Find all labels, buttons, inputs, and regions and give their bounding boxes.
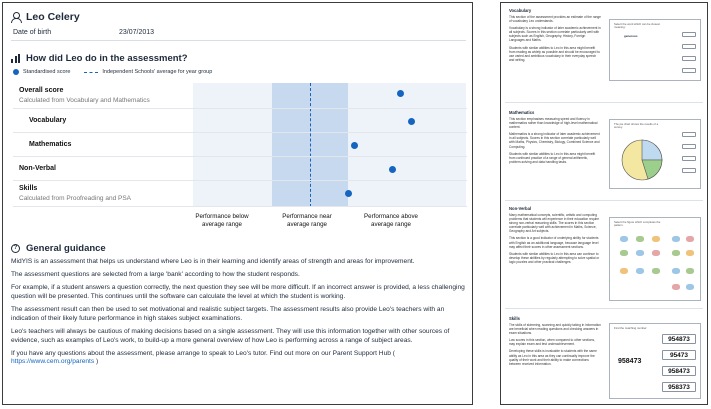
math-section	[505, 107, 703, 201]
nonverbal-section	[505, 203, 703, 309]
legend-dot-icon	[13, 69, 19, 75]
row-label: Non-Verbal	[19, 165, 56, 172]
skills-title: Skills	[509, 316, 520, 321]
vocab-option[interactable]	[682, 68, 696, 73]
math-option[interactable]	[682, 132, 696, 137]
math-option[interactable]	[682, 168, 696, 173]
parent-hub-link[interactable]: https://www.cem.org/parents	[11, 358, 97, 366]
dob-label: Date of birth	[13, 29, 52, 36]
legend-standardised: Standardised score	[23, 69, 71, 75]
skills-option[interactable]: 958373	[662, 382, 696, 392]
score-dot	[345, 190, 352, 197]
vocab-section	[505, 5, 703, 103]
axis-label-below: Performance below average range	[195, 213, 249, 228]
math-example	[609, 119, 701, 189]
row-sub: Calculated from Vocabulary and Mathematics	[19, 97, 150, 104]
score-dot	[397, 90, 404, 97]
student-name: Leo Celery	[26, 11, 80, 23]
pie-chart-icon	[618, 136, 666, 184]
nonverbal-title: Non-Verbal	[509, 206, 532, 211]
legend-average: Independent Schools' average for year group	[102, 69, 213, 75]
skills-target-number: 958473	[618, 358, 642, 365]
guidance-paragraph: If you have any questions about the assessment, please arrange to speak to Leo's tutor. Find out more on our Parent Support Hub ( https://www.cem.org/parents )	[11, 349, 395, 366]
bar-chart-icon	[11, 54, 20, 63]
assessment-heading	[11, 53, 188, 64]
row-sub: Calculated from Proofreading and PSA	[19, 195, 132, 202]
math-option[interactable]	[682, 144, 696, 149]
chart-row	[13, 109, 467, 133]
skills-option[interactable]: 954873	[662, 334, 696, 344]
row-label: Overall score	[19, 87, 64, 94]
row-label: Skills	[19, 185, 38, 192]
guidance-paragraph: For example, if a student answers a question correctly, the next question they see will be more difficult. If an incorrect answer is provided, a less challenging question will be presented. This continues until the software can calculate the level at which the student is working.	[11, 284, 465, 300]
dob-value: 23/07/2013	[119, 29, 155, 36]
math-option[interactable]	[682, 156, 696, 161]
guidance-paragraph: MidYIS is an assessment that helps us understand where Leo is in their learning and identify areas of strength and areas for improvement.	[11, 258, 415, 265]
nonverbal-box-caption: Select the figure which completes the pattern.	[614, 220, 661, 228]
vocab-word: generous	[624, 34, 638, 38]
score-dot	[408, 118, 415, 125]
skills-option[interactable]: 958473	[662, 366, 696, 376]
score-chart	[13, 83, 467, 209]
vocab-option[interactable]	[682, 44, 696, 49]
guidance-paragraph: The assessment questions are selected from a large 'bank' according to how the student responds.	[11, 271, 300, 279]
chart-row	[13, 157, 467, 181]
student-name-row	[11, 11, 80, 23]
score-dot	[351, 142, 358, 149]
skills-example	[609, 323, 701, 399]
math-text: This section emphasises measuring speed and fluency in mathematics rather than knowledge of high-level mathematical content. Mathematics is a strong indicator of later academic achievement in all subjects. Scores in this section correlate particularly well with Maths, Physics, Chemistry, Biology, Combined Science and Computing. Students with similar abilities to Leo in this area might benefit from continued practice of a range of general arithmetic, problem-solving and data handling tasks.	[509, 117, 600, 164]
skills-box-caption: Find the matching number:	[614, 326, 648, 330]
row-label: Vocabulary	[29, 117, 67, 124]
vocab-box-caption: Select the word which can be closest meaning:	[614, 22, 660, 30]
guidance-paragraph: Leo's teachers will always be cautious of making decisions based on a single assessment. They will use this information together with other sources of evidence, such as examples of Leo's work, to build-up a more general overview of how Leo is performing across a range of subject areas.	[11, 327, 450, 344]
user-icon	[11, 12, 20, 22]
nonverbal-text: Many mathematical concepts, scientific, artistic and computing problems that students will experience in their education require strong non-verbal reasoning skills. The scores in this section correlate particularly well with achievement in Maths, Science, Geography and Art subjects. This section is a good indicator of underlying ability for students with English as an additional language, because language level may affect their scores in other assessment sections. Students with similar abilities to Leo in this area can continue to develop these abilities by regularly attempting to solve spatial or logic puzzles and other practical challenges.	[509, 213, 600, 264]
dob-row	[11, 27, 466, 41]
report-panel	[2, 2, 473, 405]
guidance-paragraph: The assessment result can then be used to set motivational and realistic subject targets. The assessment results also provide Leo's teachers with an indication of their likely future performance in high stakes subject examinations.	[11, 306, 445, 322]
legend-dash-icon	[84, 72, 98, 73]
chart-row	[13, 133, 467, 157]
general-guidance	[11, 243, 466, 372]
vocab-option[interactable]	[682, 56, 696, 61]
sections-panel	[500, 2, 708, 405]
score-dot	[389, 166, 396, 173]
chart-legend	[13, 69, 212, 75]
guidance-heading	[11, 243, 466, 254]
axis-label-near: Performance near average range	[282, 213, 332, 228]
skills-section	[505, 313, 703, 403]
assessment-title: How did Leo do in the assessment?	[26, 53, 188, 64]
axis-label-above: Performance above average range	[364, 213, 418, 228]
vocab-title: Vocabulary	[509, 8, 532, 13]
help-icon: ?	[11, 244, 20, 253]
math-box-caption: The pie chart shows the results of a survey.	[614, 122, 659, 130]
vocab-option[interactable]	[682, 32, 696, 37]
math-title: Mathematics	[509, 110, 535, 115]
vocab-example	[609, 19, 701, 81]
skills-text: The skills of skimming, scanning and quickly taking in information are beneficial when reading questions and checking answers in exam situations. Low scores in this section, when compared to other sections, may explain exam and test underachievement. Developing these skills is invaluable to students with the same ability as Leo in this area as they can continually improve the quality of their work and their ability to make connections between received information.	[509, 323, 601, 366]
vocab-text: This section of the assessment provides an estimate of the range of vocabulary Leo understands. Vocabulary is a strong indicator of later academic achievement in all subjects. Scores in this section correlate particularly well with subjects such as English, Geography, History, Foreign Languages and Maths. Students with similar abilities to Leo in this area might benefit from reading as widely as possible and should be encouraged to use varied and ambitious vocabulary in their everyday speech and writing.	[509, 15, 601, 62]
nonverbal-example	[609, 217, 701, 301]
row-label: Mathematics	[29, 141, 72, 148]
skills-option[interactable]: 95473	[662, 350, 696, 360]
chart-row	[13, 181, 467, 207]
guidance-title: General guidance	[26, 243, 106, 254]
